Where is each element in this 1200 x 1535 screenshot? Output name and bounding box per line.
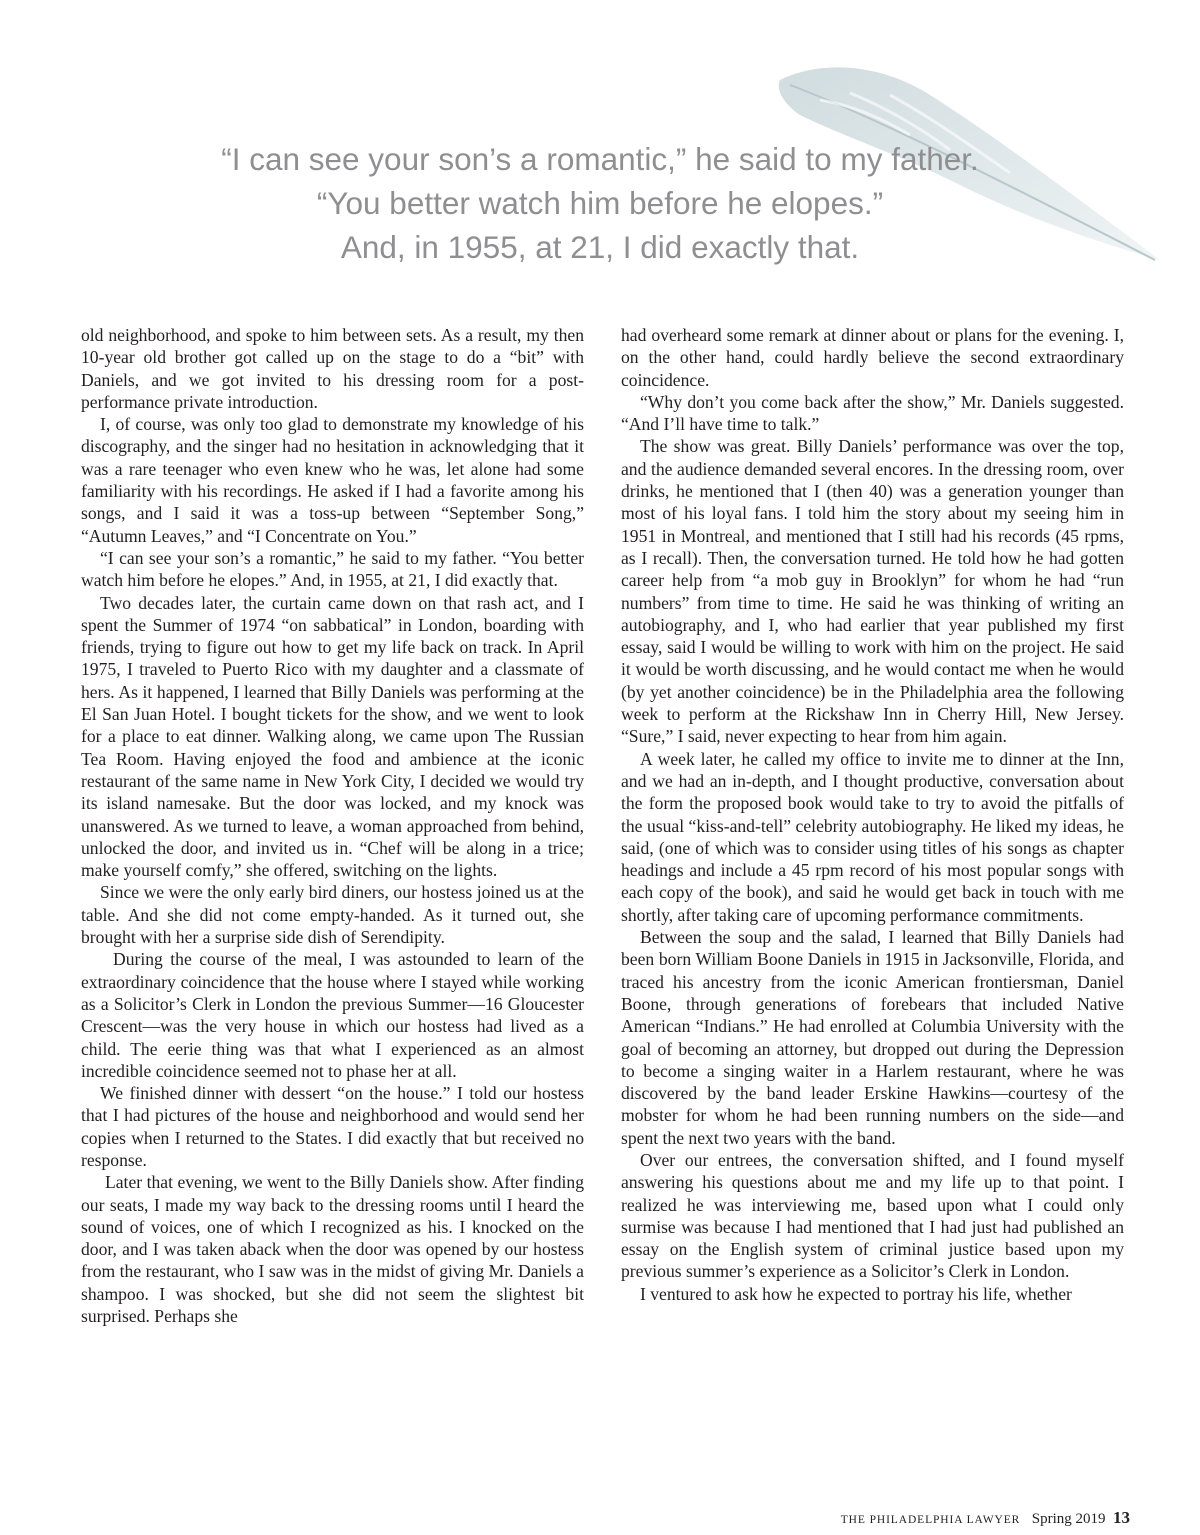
paragraph: I ventured to ask how he expected to portray his life, whether [640, 1283, 1072, 1304]
paragraph: “Why don’t you come back after the show,” Mr. Daniels suggested. “And I’ll have time to talk.” [621, 391, 1124, 435]
pull-quote-line: “You better watch him before he elopes.” [316, 185, 884, 221]
paragraph: During the course of the meal, I was astounded to learn of the extraordinary coincidence that the house where I stayed while working as a Solicitor’s Clerk in London the previous Summer—16 Gloucester Crescent—was the very house in which our hostess had lived as a child. The eerie thing was that what I experienced as an almost incredible coincidence seemed not to phase her at all. [81, 949, 584, 1081]
paragraph: We finished dinner with dessert “on the house.” I told our hostess that I had pictures of the house and neighborhood and would send her copies when I returned to the States. I did exactly that but received no response. [81, 1083, 584, 1170]
pull-quote [120, 137, 1080, 269]
paragraph: had overheard some remark at dinner about or plans for the evening. I, on the other hand, could hardly believe the second extraordinary coincidence. [621, 325, 1124, 390]
paragraph: “I can see your son’s a romantic,” he said to my father. “You better watch him before he elopes.” And, in 1955, at 21, I did exactly that. [81, 547, 584, 591]
paragraph: A week later, he called my office to invite me to dinner at the Inn, and we had an in-depth, and I thought productive, conversation about the form the proposed book would take to try to avoid the pitfalls of the usual “kiss-and-tell” celebrity autobiography. He liked my ideas, he said, (one of which was to consider using titles of his songs as chapter headings and include a 45 rpm record of his most popular songs with each copy of the book), and said he would get back in touch with me shortly, after taking care of upcoming performance commitments. [621, 748, 1124, 925]
publication-name: THE PHILADELPHIA LAWYER [840, 1514, 1021, 1526]
page-number: 13 [1113, 1508, 1130, 1527]
paragraph: Since we were the only early bird diners, our hostess joined us at the table. And she did not come empty-handed. As it turned out, she brought with her a surprise side dish of Serendipity. [81, 882, 584, 948]
pull-quote-line: “I can see your son’s a romantic,” he said to my father. [221, 141, 979, 177]
page-footer [841, 1508, 1130, 1528]
left-column [81, 324, 584, 1327]
paragraph: Later that evening, we went to the Billy Daniels show. After finding our seats, I made my way back to the dressing rooms until I heard the sound of voices, one of which I recognized as his. I knocked on the door, and I was taken aback when the door was opened by our hostess from the restaurant, who I saw was in the midst of giving Mr. Daniels a shampoo. I was shocked, but she did not seem the slightest bit surprised. Perhaps she [81, 1172, 584, 1327]
pull-quote-line: And, in 1955, at 21, I did exactly that. [340, 229, 860, 265]
paragraph: old neighborhood, and spoke to him between sets. As a result, my then 10-year old brother got called up on the stage to do a “bit” with Daniels, and we got invited to his dressing room for a post-performance private introduction. [81, 325, 584, 412]
paragraph: I, of course, was only too glad to demonstrate my knowledge of his discography, and the singer had no hesitation in acknowledging that it was a rare teenager who even knew who he was, let alone had some familiarity with his recordings. He asked if I had a favorite among his songs, and I said it was a toss-up between “September Song,” “Autumn Leaves,” and “I Concentrate on You.” [81, 414, 584, 546]
issue-season: Spring 2019 [1031, 1511, 1106, 1527]
right-column [621, 324, 1124, 1305]
paragraph: Over our entrees, the conversation shifted, and I found myself answering his questions about me and my life up to that point. I realized he was interviewing me, based upon what I could only surmise was because I had mentioned that I had just had published an essay on the English system of criminal justice based upon my previous summer’s experience as a Solicitor’s Clerk in London. [621, 1149, 1124, 1282]
paragraph: Between the soup and the salad, I learned that Billy Daniels had been born William Boone Daniels in 1915 in Jacksonville, Florida, and traced his ancestry from the iconic American frontiersman, Daniel Boone, through generations of forebears that included Native American “Indians.” He had enrolled at Columbia University with the goal of becoming an attorney, but dropped out during the Depression to become a singing waiter in a Harlem restaurant, where he was discovered by the band leader Erskine Hawkins—courtesy of the mobster for whom he had been running numbers on the side—and spent the next two years with the band. [621, 927, 1124, 1148]
paragraph: Two decades later, the curtain came down on that rash act, and I spent the Summer of 1974 “on sabbatical” in London, boarding with friends, trying to figure out how to get my life back on track. In April 1975, I traveled to Puerto Rico with my daughter and a classmate of hers. As it happened, I learned that Billy Daniels was performing at the El San Juan Hotel. I bought tickets for the show, and we went to look for a place to eat dinner. Walking along, we came upon The Russian Tea Room. Having enjoyed the food and ambience at the iconic restaurant of the same name in New York City, I decided we would try its island namesake. But the door was locked, and my knock was unanswered. As we turned to leave, a woman approached from behind, unlocked the door, and invited us in. “Chef will be along in a trice; make yourself comfy,” she offered, switching on the lights. [81, 592, 584, 881]
paragraph: The show was great. Billy Daniels’ performance was over the top, and the audience demanded several encores. In the dressing room, over drinks, he mentioned that I (then 40) was a generation younger than most of his loyal fans. I told him the story about my seeing him in 1951 in Montreal, and mentioned that I still had his records (45 rpms, as I recall). Then, the conversation turned. He told how he had gotten career help from “a mob guy in Brooklyn” for whom he had “run numbers” from time to time. He said he was thinking of writing an autobiography, and I, who had earlier that year published my first essay, said I would be willing to work with him on the project. He said it would be worth discussing, and he would contact me when he would (by yet another coincidence) be in the Philadelphia area the following week to perform at the Rickshaw Inn in Cherry Hill, New Jersey. “Sure,” I said, never expecting to hear from him again. [621, 436, 1124, 747]
